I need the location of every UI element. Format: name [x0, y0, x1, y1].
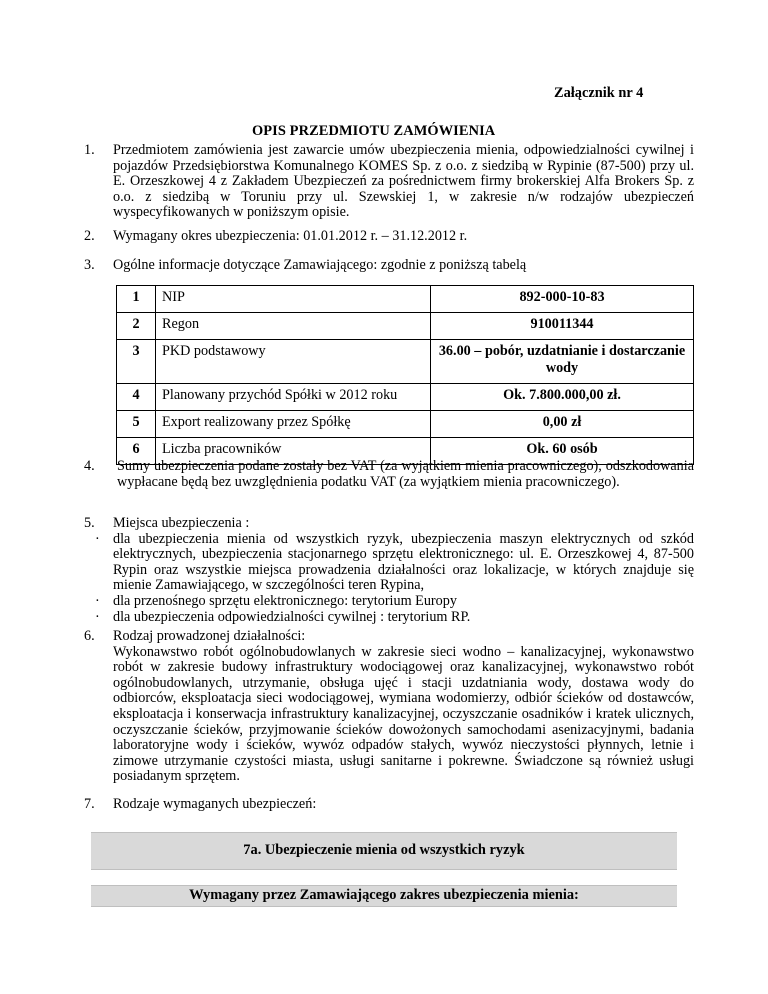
row-number: 4 [117, 384, 156, 411]
section-text: Wymagany okres ubezpieczenia: 01.01.2012 r. – 31.12.2012 r. [113, 228, 468, 244]
document-title: OPIS PRZEDMIOTU ZAMÓWIENIA [252, 123, 496, 139]
row-label: PKD podstawowy [156, 340, 431, 384]
row-value: 36.00 – pobór, uzdatnianie i dostarczanie wody [431, 340, 694, 384]
section-text: Wykonawstwo robót ogólnobudowlanych w zakresie sieci wodno – kanalizacyjnej, wykonawstwo robót w zakresie budowy infrastruktury wodociągowej oraz kanalizacyjnej, wykonawstwo robót ogólnobudowlanych, utrzymanie, obsługa ujęć i stacji uzdatniania wody, dostawa wody do odbiorców, eksploatacja sieci wodociągowej, wymiana wodomierzy, odbiór ścieków od dostawców, eksploatacja i konserwacja infrastruktury kanalizacyjnej, oczyszczanie osadników i kratek ulicznych, oczyszczanie ścieków, przyjmowanie ścieków dowożonych samochodami asenizacyjnymi, badania laboratoryjne wody i ścieków, wywóz odpadów stałych, wywóz nieczystości płynnych, letnie i zimowe utrzymanie czystości miasta, usługi sanitarne i pokrewne. Świadczone są również usługi posiadanym sprzętem. [113, 643, 694, 785]
section-number: 1. [84, 142, 95, 158]
list-item-text: dla przenośnego sprzętu elektronicznego: terytorium Europy [113, 592, 457, 609]
section-1 [84, 143, 694, 221]
row-value: Ok. 7.800.000,00 zł. [431, 384, 694, 411]
section-6 [84, 629, 694, 785]
annex-label: Załącznik nr 4 [554, 85, 644, 101]
row-number: 1 [117, 286, 156, 313]
list-item-text: dla ubezpieczenia odpowiedzialności cywilnej : terytorium RP. [113, 608, 471, 625]
section-4 [84, 459, 694, 490]
list-item [95, 610, 694, 626]
table-row [117, 286, 694, 313]
bullet-icon: · [95, 530, 100, 547]
section-5 [84, 516, 694, 625]
table-row [117, 411, 694, 438]
company-info-table [116, 285, 694, 465]
required-range-heading: Wymagany przez Zamawiającego zakres ubezpieczenia mienia: [91, 885, 677, 907]
locations-list [95, 532, 694, 626]
section-number: 6. [84, 628, 95, 644]
section-heading: Miejsca ubezpieczenia : [113, 515, 250, 531]
section-heading: Rodzaj prowadzonej działalności: [113, 628, 306, 644]
row-number: 3 [117, 340, 156, 384]
table-row [117, 340, 694, 384]
table-row [117, 313, 694, 340]
section-number: 2. [84, 228, 95, 244]
section-7 [84, 797, 694, 813]
row-number: 6 [117, 438, 156, 465]
section-text: Sumy ubezpieczenia podane zostały bez VAT (za wyjątkiem mienia pracowniczego), odszkodowania wypłacane będą bez uwzględnienia podatku VAT (za wyjątkiem mienia pracowniczego). [117, 458, 694, 490]
list-item [95, 594, 694, 610]
section-7a-heading: 7a. Ubezpieczenie mienia od wszystkich ryzyk [91, 832, 677, 870]
row-label: Export realizowany przez Spółkę [156, 411, 431, 438]
row-label: Planowany przychód Spółki w 2012 roku [156, 384, 431, 411]
table-row [117, 384, 694, 411]
row-value: 892-000-10-83 [431, 286, 694, 313]
section-2 [84, 229, 694, 245]
list-item [95, 532, 694, 594]
section-text: Ogólne informacje dotyczące Zamawiającego: zgodnie z poniższą tabelą [113, 257, 527, 273]
row-number: 2 [117, 313, 156, 340]
bullet-icon: · [95, 592, 100, 609]
row-value: 0,00 zł [431, 411, 694, 438]
row-label: NIP [156, 286, 431, 313]
row-label: Liczba pracowników [156, 438, 431, 465]
section-3 [84, 258, 694, 274]
section-number: 4. [84, 458, 95, 474]
section-text: Rodzaje wymaganych ubezpieczeń: [113, 796, 317, 812]
bullet-icon: · [95, 608, 100, 625]
list-item-text: dla ubezpieczenia mienia od wszystkich ryzyk, ubezpieczenia maszyn elektrycznych od szkód elektrycznych, ubezpieczenia stacjonarnego sprzętu elektronicznego: ul. E. Orzeszkowej 4, 87-500 Rypin oraz wszystkie miejsca prowadzenia działalności oraz lokalizacje, w których znajduje się mienie Zamawiającego, w szczególności teren Rypina, [113, 530, 694, 594]
section-number: 7. [84, 796, 95, 812]
section-number: 3. [84, 257, 95, 273]
row-number: 5 [117, 411, 156, 438]
section-text: Przedmiotem zamówienia jest zawarcie umów ubezpieczenia mienia, odpowiedzialności cywilnej i pojazdów Przedsiębiorstwa Komunalnego KOMES Sp. z o.o. z siedzibą w Rypinie (87-500) przy ul. E. Orzeszkowej 4 z Zakładem Ubezpieczeń za pośrednictwem firmy brokerskiej Alfa Brokers Sp. z o.o. z siedzibą w Toruniu przy ul. Szewskiej 1, w zakresie n/w rodzajów ubezpieczeń wyspecyfikowanych w poniższym opisie. [113, 142, 694, 221]
row-value: 910011344 [431, 313, 694, 340]
row-label: Regon [156, 313, 431, 340]
row-value: Ok. 60 osób [431, 438, 694, 465]
section-number: 5. [84, 515, 95, 531]
